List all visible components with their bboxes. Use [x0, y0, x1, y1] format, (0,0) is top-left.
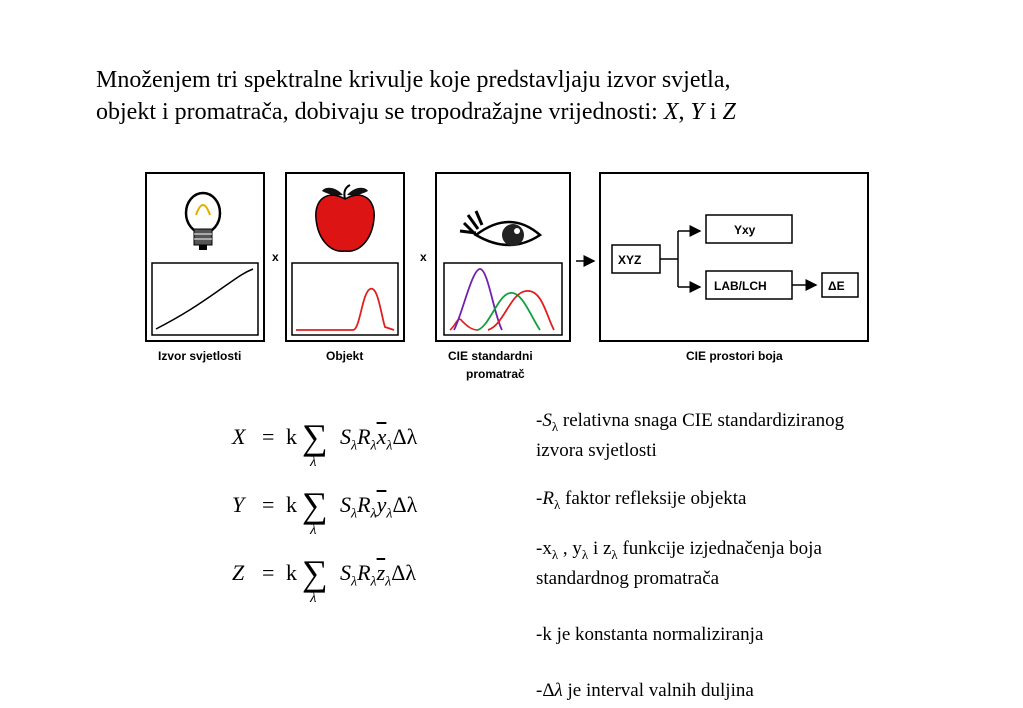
box-xyz-label: XYZ [618, 253, 642, 267]
box-lab-lch-label: LAB/LCH [714, 279, 767, 293]
equals-sign: = [262, 560, 275, 585]
definition-k: -k je konstanta normaliziranja [536, 624, 764, 645]
label-color-spaces: CIE prostori boja [686, 349, 783, 363]
box-yxy-label: Yxy [734, 223, 756, 237]
label-light-source: Izvor svjetlosti [158, 349, 242, 363]
definition-cmf-cont: standardnog promatrača [536, 568, 720, 589]
panel-color-spaces [600, 173, 868, 363]
label-observer-1: CIE standardni [448, 349, 533, 363]
sum-index: λ [310, 590, 317, 606]
slide-title [96, 64, 976, 128]
formula-terms: $S_\lambda R_\lambda\overline{x}_\lambda\Delta\lambda$ [340, 424, 418, 454]
times-sign-1: x [272, 250, 279, 264]
formula-lhs: X [232, 424, 246, 449]
formula-lhs: Z [232, 560, 245, 585]
title-sep: i [703, 99, 723, 125]
box-delta-e-label: ΔE [828, 279, 845, 293]
cmf-plot [444, 263, 562, 335]
title-line-1: Množenjem tri spektralne krivulje koje predstavljaju izvor svjetla, [96, 67, 731, 93]
reflectance-plot [292, 263, 398, 335]
title-sep: , [678, 99, 691, 125]
sum-sign: ∑ [302, 553, 328, 593]
formula-terms: $S_\lambda R_\lambda\overline{z}_\lambda\Delta\lambda$ [340, 560, 417, 590]
label-observer-2: promatrač [466, 367, 525, 381]
definition-r: $-R_\lambda$ faktor refleksije objekta [536, 488, 747, 512]
title-x: X [663, 99, 679, 125]
definition-s-cont: izvora svjetlosti [536, 440, 657, 461]
panel-observer [436, 173, 570, 381]
panel-object [286, 173, 404, 363]
title-line-2-text: objekt i promatrača, dobivaju se tropodražajne vrijednosti: [96, 99, 664, 125]
title-z: Z [722, 99, 736, 125]
color-measurement-diagram [138, 165, 878, 387]
constant-k: k [286, 560, 297, 585]
title-y: Y [690, 99, 704, 125]
constant-k: k [286, 424, 297, 449]
label-object: Objekt [326, 349, 364, 363]
equals-sign: = [262, 492, 275, 517]
sum-index: λ [310, 454, 317, 470]
definition-delta-lambda: -Δλ je interval valnih duljina [536, 680, 754, 701]
constant-k: k [286, 492, 297, 517]
formula-lhs: Y [232, 492, 245, 517]
times-sign-2: x [420, 250, 427, 264]
sum-index: λ [310, 522, 317, 538]
equals-sign: = [262, 424, 275, 449]
panel-light-source [146, 173, 264, 363]
definition-s: $-S_\lambda$ relativna snaga CIE standardiziranog [536, 410, 845, 434]
sum-sign: ∑ [302, 485, 328, 525]
formula-terms: $S_\lambda R_\lambda\overline{y}_\lambda\Delta\lambda$ [340, 492, 418, 522]
title-line-2 [96, 96, 976, 128]
definition-cmf: $-x_\lambda$ , $y_\lambda$ i $z_\lambda$ funkcije izjednačenja boja [536, 538, 822, 562]
sum-sign: ∑ [302, 417, 328, 457]
